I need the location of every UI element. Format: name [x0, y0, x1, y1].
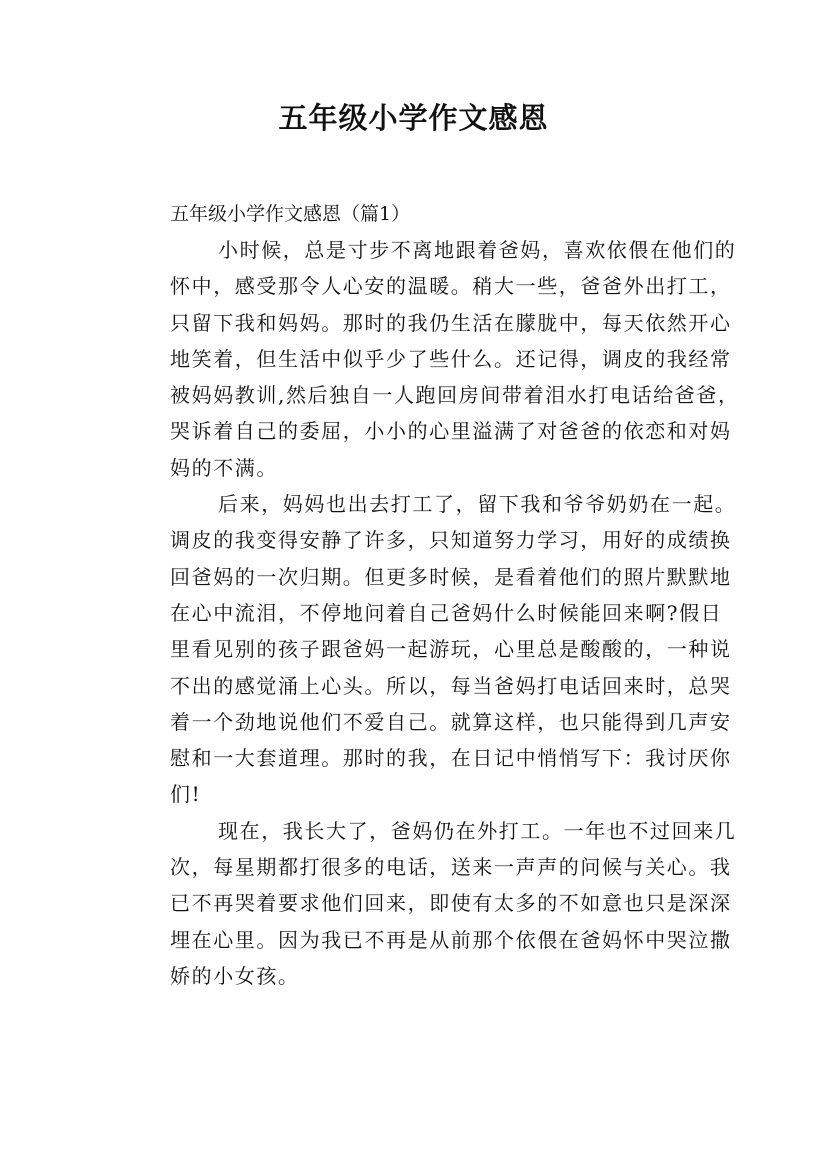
paragraph-line: 们! [170, 782, 202, 807]
section-heading: 五年级小学作文感恩（篇1） [170, 203, 411, 225]
paragraph-line: 妈的不满。 [170, 455, 278, 480]
paragraph-1 [122, 232, 740, 486]
paragraph-line: 回爸妈的一次归期。但更多时候，是看着他们的照片默默地 [170, 564, 732, 589]
paragraph-line: 着一个劲地说他们不爱自己。就算这样，也只能得到几声安 [170, 709, 732, 734]
document-body [122, 196, 740, 994]
document-title: 五年级小学作文感恩 [278, 101, 549, 135]
paragraph-line: 只留下我和妈妈。那时的我仍生活在朦胧中，每天依然开心 [170, 310, 732, 335]
paragraph-3 [122, 813, 737, 994]
paragraph-line: 小时候，总是寸步不离地跟着爸妈，喜欢依偎在他们的 [218, 238, 737, 262]
paragraph-line: 娇的小女孩。 [170, 963, 300, 988]
paragraph-2 [122, 486, 737, 813]
paragraph-line: 哭诉着自己的委屈，小小的心里溢满了对爸爸的依恋和对妈 [170, 419, 732, 444]
paragraph-line: 怀中，感受那令人心安的温暖。稍大一些，爸爸外出打工， [170, 274, 732, 299]
paragraph-line: 调皮的我变得安静了许多，只知道努力学习，用好的成绩换 [170, 528, 732, 553]
paragraph-line: 已不再哭着要求他们回来，即使有太多的不如意也只是深深 [170, 891, 732, 916]
paragraph-line: 里看见别的孩子跟爸妈一起游玩，心里总是酸酸的，一种说 [170, 637, 732, 662]
paragraph-line: 被妈妈教训,然后独自一人跑回房间带着泪水打电话给爸爸， [170, 383, 740, 408]
paragraph-line: 慰和一大套道理。那时的我，在日记中悄悄写下：我讨厌你 [170, 746, 732, 771]
paragraph-line: 在心中流泪，不停地问着自己爸妈什么时候能回来啊?假日 [170, 600, 723, 625]
paragraph-line: 地笑着，但生活中似乎少了些什么。还记得，调皮的我经常 [170, 346, 732, 371]
paragraph-line: 现在，我长大了，爸妈仍在外打工。一年也不过回来几 [218, 818, 737, 843]
paragraph-line: 后来，妈妈也出去打工了，留下我和爷爷奶奶在一起。 [218, 492, 737, 517]
paragraph-line: 不出的感觉涌上心头。所以，每当爸妈打电话回来时，总哭 [170, 673, 732, 698]
paragraph-line: 埋在心里。因为我已不再是从前那个依偎在爸妈怀中哭泣撒 [170, 927, 732, 952]
paragraph-line: 次，每星期都打很多的电话，送来一声声的问候与关心。我 [170, 855, 732, 880]
